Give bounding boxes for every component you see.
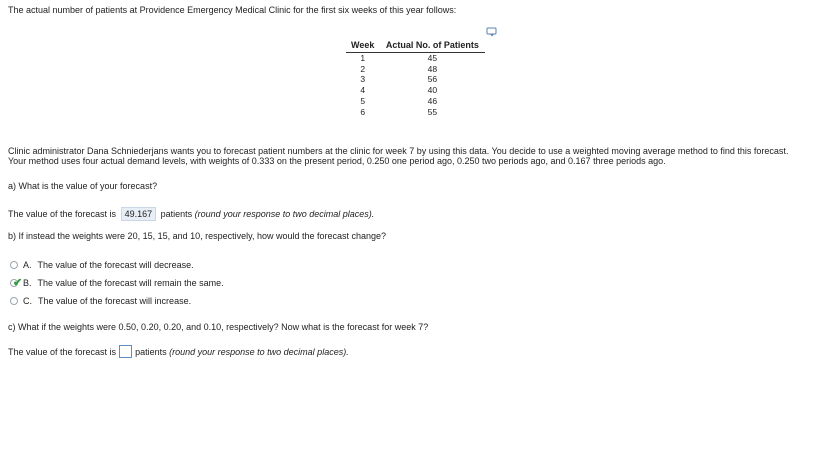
week-cell: 2 bbox=[360, 63, 366, 74]
problem-paragraph: Clinic administrator Dana Schniederjans wants you to forecast patient numbers at the clinic for week 7 by using this data. You decide to use a weighted moving average method to find this forecast. Your method uses four actual demand levels, with weights of 0.333 on the present period, 0.250 one period ago, 0.250 two periods ago, and 0.167 three periods ago. bbox=[8, 146, 789, 166]
answer-a-line bbox=[8, 207, 374, 221]
table-row bbox=[346, 85, 485, 96]
patients-table bbox=[346, 38, 485, 117]
week-cell: 5 bbox=[360, 95, 366, 106]
week-cell: 1 bbox=[360, 53, 366, 63]
option-a-letter: A. bbox=[23, 260, 32, 270]
week-cell: 6 bbox=[360, 106, 366, 117]
answer-a-suffix: patients bbox=[160, 209, 193, 219]
answer-c-hint: (round your response to two decimal places). bbox=[169, 346, 349, 357]
table-row bbox=[346, 74, 485, 85]
patients-cell: 48 bbox=[427, 63, 438, 74]
question-a: a) What is the value of your forecast? bbox=[8, 181, 158, 191]
patients-cell: 40 bbox=[427, 85, 438, 96]
option-c[interactable] bbox=[10, 295, 191, 307]
answer-a-prefix: The value of the forecast is bbox=[8, 209, 117, 219]
patients-cell: 45 bbox=[427, 53, 438, 63]
column-header-patients: Actual No. of Patients bbox=[379, 38, 485, 53]
answer-a-hint: (round your response to two decimal places). bbox=[194, 209, 375, 219]
patients-cell: 55 bbox=[427, 106, 438, 117]
option-a[interactable] bbox=[10, 259, 194, 271]
option-b[interactable] bbox=[10, 277, 224, 289]
radio-option-c[interactable] bbox=[10, 297, 18, 305]
table-row bbox=[346, 64, 485, 75]
answer-c-suffix: patients bbox=[135, 346, 167, 357]
table-row bbox=[346, 107, 485, 118]
patients-cell: 46 bbox=[427, 95, 438, 106]
week-cell: 3 bbox=[360, 74, 366, 85]
table-row bbox=[346, 53, 485, 64]
radio-option-a[interactable] bbox=[10, 261, 18, 269]
option-b-letter: B. bbox=[23, 278, 32, 288]
answer-c-prefix: The value of the forecast is bbox=[8, 346, 117, 357]
week-cell: 4 bbox=[360, 85, 366, 96]
radio-option-b[interactable] bbox=[10, 277, 23, 289]
question-b: b) If instead the weights were 20, 15, 15, and 10, respectively, how would the forecast change? bbox=[8, 231, 387, 241]
answer-c-line bbox=[8, 345, 349, 358]
question-c: c) What if the weights were 0.50, 0.20, 0.20, and 0.10, respectively? Now what is the forecast for week 7? bbox=[8, 322, 429, 332]
option-c-text: The value of the forecast will increase. bbox=[38, 296, 192, 306]
patients-cell: 56 bbox=[427, 74, 438, 85]
answer-a-value[interactable]: 49.167 bbox=[121, 207, 157, 221]
copy-table-icon[interactable] bbox=[486, 27, 498, 37]
option-c-letter: C. bbox=[23, 296, 32, 306]
table-row bbox=[346, 96, 485, 107]
column-header-week: Week bbox=[346, 38, 379, 53]
answer-c-input[interactable] bbox=[119, 345, 132, 358]
option-b-text: The value of the forecast will remain the same. bbox=[37, 278, 224, 288]
checkmark-icon: ✔ bbox=[13, 277, 23, 289]
problem-intro: The actual number of patients at Providence Emergency Medical Clinic for the first six weeks of this year follows: bbox=[8, 5, 457, 15]
option-a-text: The value of the forecast will decrease. bbox=[37, 260, 194, 270]
